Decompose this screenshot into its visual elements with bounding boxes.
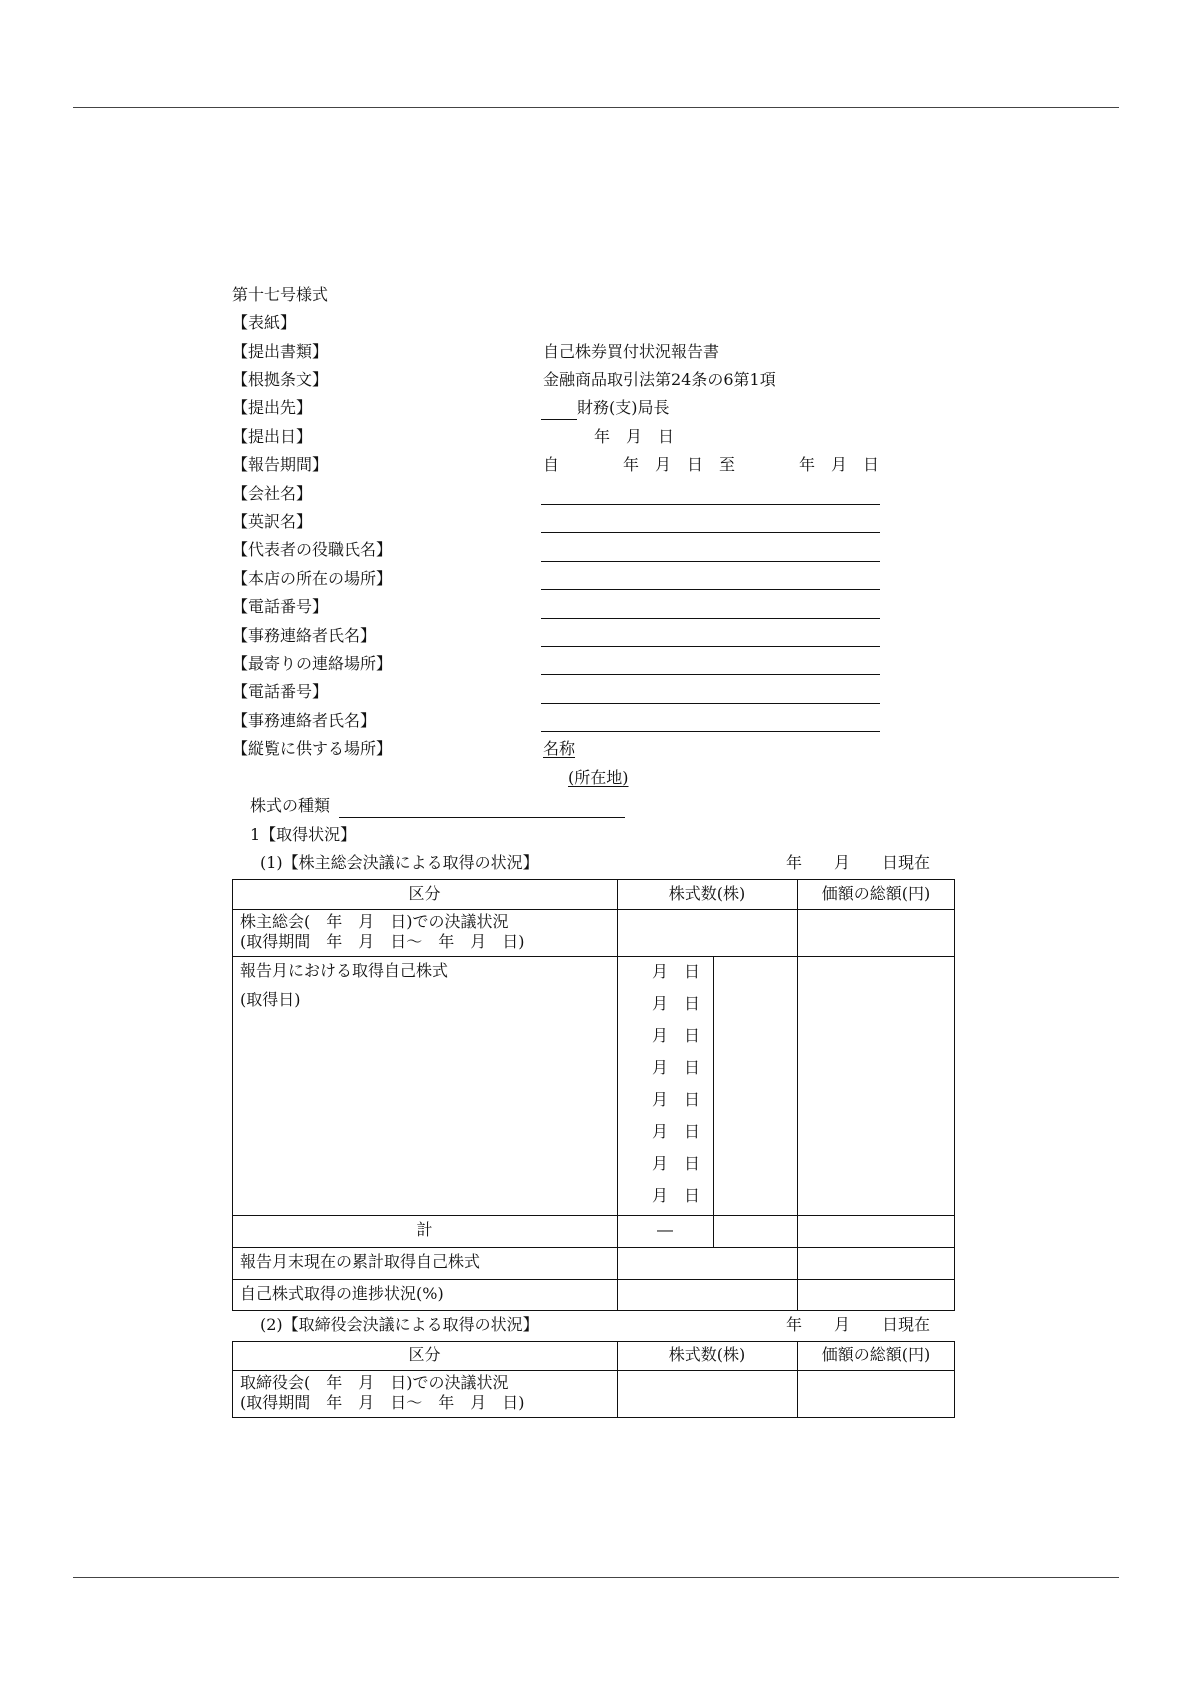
field-label: 【縦覧に供する場所】 [232, 739, 393, 758]
footer-rule [73, 1577, 1119, 1578]
table1-date: 月 日 [652, 1122, 701, 1141]
table1-row-divider [232, 956, 955, 957]
table2-resolution-line1: 取締役会( 年 月 日)での決議状況 [240, 1373, 509, 1392]
field-label: 【電話番号】 [232, 597, 329, 616]
table1-cumulative-label: 報告月末現在の累計取得自己株式 [240, 1252, 481, 1271]
section-heading: 1【取得状況】 [250, 825, 357, 844]
field-label: 【本店の所在の場所】 [232, 569, 393, 588]
table1-date: 月 日 [652, 1186, 701, 1205]
head-office-line[interactable] [541, 589, 880, 590]
table1-date: 月 日 [652, 1154, 701, 1173]
table1-header-category: 区分 [408, 884, 441, 903]
submit-to-blank[interactable] [541, 419, 577, 420]
table1-resolution-line2: (取得期間 年 月 日〜 年 月 日) [240, 932, 525, 951]
table1-resolution-line1: 株主総会( 年 月 日)での決議状況 [240, 912, 509, 931]
cover-heading: 【表紙】 [232, 313, 297, 332]
field-label: 【電話番号】 [232, 682, 329, 701]
field-label: 【提出書類】 [232, 342, 329, 361]
submit-date-value: 年 月 日 [594, 427, 675, 446]
table1-row-divider [232, 1279, 955, 1280]
table1-row-divider [232, 1215, 955, 1216]
table2-resolution-line2: (取得期間 年 月 日〜 年 月 日) [240, 1393, 525, 1412]
table1-date: 月 日 [652, 1058, 701, 1077]
table1-date-divider [713, 956, 714, 1247]
table1-as-of: 年 月 日現在 [786, 853, 931, 872]
table1-date: 月 日 [652, 962, 701, 981]
header-rule [73, 107, 1119, 108]
field-label: 【事務連絡者氏名】 [232, 711, 377, 730]
report-period-value: 自 年 月 日 至 年 月 日 [543, 455, 880, 474]
inspection-place-name: 名称 [543, 739, 576, 758]
field-label: 【英訳名】 [232, 512, 313, 531]
stock-type-line[interactable] [339, 817, 625, 818]
table1-date: 月 日 [652, 1026, 701, 1045]
field-label: 【事務連絡者氏名】 [232, 626, 377, 645]
field-label: 【提出先】 [232, 398, 313, 417]
table1-heading: (1)【株主総会決議による取得の状況】 [260, 853, 539, 872]
field-label: 【最寄りの連絡場所】 [232, 654, 393, 673]
field-label: 【代表者の役職氏名】 [232, 540, 393, 559]
table2-header-category: 区分 [408, 1345, 441, 1364]
phone-line-2[interactable] [541, 703, 880, 704]
table2-row-divider [232, 1370, 955, 1371]
submit-to-value: 財務(支)局長 [577, 398, 670, 417]
table1-monthly-label: 報告月における取得自己株式 [240, 961, 449, 980]
table2-header-amount: 価額の総額(円) [821, 1345, 931, 1364]
contact-person-line-2[interactable] [541, 731, 880, 732]
form-title: 第十七号様式 [232, 285, 329, 304]
company-name-line[interactable] [541, 504, 880, 505]
english-name-line[interactable] [541, 532, 880, 533]
table1-acquisition-date-label: (取得日) [240, 990, 301, 1009]
table1-total-dash: ― [657, 1220, 673, 1239]
table1-header-shares: 株式数(株) [668, 884, 746, 903]
table1-total-label: 計 [416, 1220, 433, 1239]
field-label: 【提出日】 [232, 427, 313, 446]
table1-date: 月 日 [652, 1090, 701, 1109]
field-label: 【報告期間】 [232, 455, 329, 474]
contact-person-line[interactable] [541, 646, 880, 647]
stock-type-label: 株式の種類 [250, 796, 331, 815]
table1-header-amount: 価額の総額(円) [821, 884, 931, 903]
legal-basis-value: 金融商品取引法第24条の6第1項 [543, 370, 776, 389]
table1-row-divider [232, 1247, 955, 1248]
phone-line[interactable] [541, 618, 880, 619]
table2-heading: (2)【取締役会決議による取得の状況】 [260, 1315, 539, 1334]
representative-line[interactable] [541, 561, 880, 562]
nearest-contact-line[interactable] [541, 674, 880, 675]
table2-as-of: 年 月 日現在 [786, 1315, 931, 1334]
field-label: 【会社名】 [232, 484, 313, 503]
inspection-place-location: (所在地) [568, 768, 629, 787]
table1-progress-label: 自己株式取得の進捗状況(%) [240, 1284, 444, 1303]
field-label: 【根拠条文】 [232, 370, 329, 389]
table1-row-divider [232, 909, 955, 910]
table2-header-shares: 株式数(株) [668, 1345, 746, 1364]
document-type-value: 自己株券買付状況報告書 [543, 342, 720, 361]
table1-date: 月 日 [652, 994, 701, 1013]
